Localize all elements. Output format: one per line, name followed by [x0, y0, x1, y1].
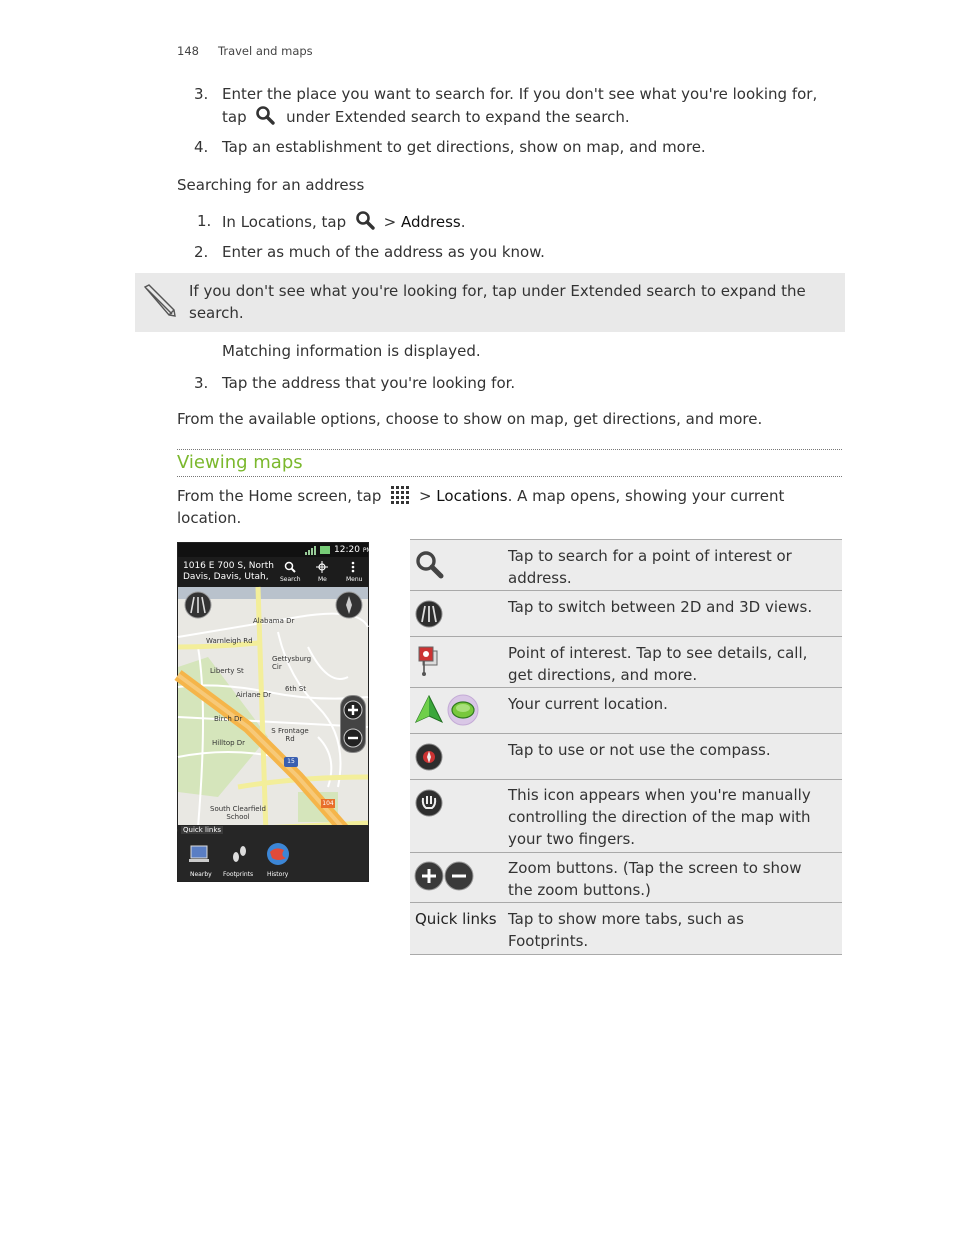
me-label: Me [318, 576, 327, 583]
nearby-icon[interactable] [188, 843, 210, 865]
zoom-control [340, 695, 366, 753]
intro-text [177, 485, 784, 507]
table-row [410, 779, 842, 853]
step-text: Enter as much of the address as you know. [222, 243, 545, 261]
step-text: Enter the place you want to search for. If you don't see what you're looking for, [222, 85, 818, 103]
step-text: Tap an establishment to get directions, show on map, and more. [222, 138, 706, 156]
me-icon[interactable] [316, 561, 328, 573]
search-icon [255, 105, 275, 125]
step-number: 4. [194, 138, 209, 156]
note-text: If you don't see what you're looking for, tap under Extended search to expand the [189, 282, 806, 300]
zoom-icon [414, 860, 476, 892]
step-text [222, 210, 466, 233]
page-number: 148 [177, 44, 199, 58]
quick-links-label[interactable]: Quick links [183, 826, 222, 834]
tab-label: History [267, 871, 289, 878]
table-bottom-border [410, 954, 842, 955]
address-line1: 1016 E 700 S, North [183, 561, 274, 571]
time: 12:20 [334, 545, 360, 555]
table-row [410, 852, 842, 903]
ampm: PM [362, 547, 372, 554]
battery-icon [320, 546, 330, 554]
street-label: South Clearfield School [210, 805, 266, 821]
intro-post: . A map opens, showing your current [507, 487, 785, 505]
current-location-alt-icon [446, 693, 480, 727]
step-text-pre: tap [222, 108, 247, 126]
street-label: Liberty St [210, 667, 244, 675]
street-label: S Frontage Rd [271, 727, 309, 743]
table-row [410, 636, 842, 688]
pencil-icon [141, 282, 177, 318]
row-text: Tap to search for a point of interest or [508, 547, 792, 565]
row-text-line2: Footprints. [508, 932, 589, 950]
row-text: Zoom buttons. (Tap the screen to show [508, 859, 802, 877]
section-heading: Viewing maps [177, 452, 303, 473]
row-text: Tap to use or not use the compass. [508, 741, 771, 759]
row-text: Tap to switch between 2D and 3D views. [508, 598, 813, 616]
quick-links-bar [178, 825, 368, 881]
row-text: Tap to show more tabs, such as [508, 910, 744, 928]
divider [177, 449, 842, 450]
search-icon [414, 549, 444, 579]
intro-text-line2: location. [177, 509, 242, 527]
status-bar [178, 543, 372, 557]
divider [177, 476, 842, 477]
street-label: Hilltop Dr [212, 739, 246, 747]
status-time [334, 545, 372, 555]
step-number: 3. [194, 85, 209, 103]
highway-badge: 15 [284, 757, 298, 767]
step-text: Tap the address that you're looking for. [222, 374, 516, 392]
period: . [460, 213, 466, 231]
step-number: 1. [197, 212, 212, 230]
search-icon [355, 210, 375, 230]
row-text-line2: address. [508, 569, 572, 587]
separator: > [418, 487, 432, 505]
step-number: 3. [194, 374, 209, 392]
table-row [410, 590, 842, 637]
address-line2: Davis, Davis, Utah, [183, 572, 269, 582]
separator: > [383, 213, 397, 231]
map-area[interactable] [178, 587, 368, 834]
tab-label: Footprints [223, 871, 254, 878]
title-bar [178, 557, 368, 587]
poi-icon [414, 643, 444, 677]
view-toggle-button[interactable] [184, 591, 212, 619]
current-location-icon [414, 694, 444, 726]
table-row [410, 733, 842, 780]
note-text-line2: search. [189, 304, 244, 322]
history-icon[interactable] [266, 842, 290, 866]
row-text-line2: controlling the direction of the map with [508, 808, 811, 826]
row-text: Your current location. [508, 695, 668, 713]
locations-keyword: Locations [436, 487, 508, 505]
street-label: Gettysburg Cir [272, 655, 312, 671]
row-label: Quick links [415, 910, 497, 928]
row-text: This icon appears when you're manually [508, 786, 811, 804]
tab-label: Nearby [190, 871, 212, 878]
row-text-line2: the zoom buttons.) [508, 881, 651, 899]
step-number: 2. [194, 243, 209, 261]
street-label: 6th St [285, 685, 307, 693]
view-toggle-icon [414, 599, 444, 629]
table-row [410, 902, 842, 954]
menu-icon[interactable] [350, 561, 356, 573]
compass-icon[interactable] [335, 591, 363, 619]
search-label: Search [280, 576, 301, 583]
search-icon[interactable] [284, 561, 296, 573]
table-row [410, 539, 842, 591]
address-keyword: Address [401, 213, 461, 231]
note-box [135, 273, 845, 332]
manual-control-icon [414, 788, 444, 818]
zoom-out-icon[interactable] [342, 727, 364, 749]
step-text-post: under Extended search to expand the search. [286, 108, 630, 126]
matching-text: Matching information is displayed. [222, 342, 481, 360]
footprints-icon[interactable] [228, 843, 250, 865]
menu-label: Menu [346, 576, 363, 583]
street-label: Warnleigh Rd [206, 637, 253, 645]
zoom-in-icon[interactable] [342, 699, 364, 721]
intro-pre: From the Home screen, tap [177, 487, 382, 505]
step-text-line2 [222, 105, 630, 128]
street-label: Airlane Dr [236, 691, 272, 699]
phone-screenshot [177, 542, 372, 882]
subheading: Searching for an address [177, 176, 365, 194]
compass-icon [414, 742, 444, 772]
street-label: Birch Dr [214, 715, 243, 723]
street-label: Alabama Dr [253, 617, 295, 625]
options-text: From the available options, choose to show on map, get directions, and more. [177, 410, 763, 428]
section-title: Travel and maps [218, 44, 313, 58]
all-apps-icon [390, 485, 410, 505]
table-row [410, 687, 842, 734]
row-text: Point of interest. Tap to see details, call, [508, 644, 808, 662]
step-text-pre: In Locations, tap [222, 213, 347, 231]
route-badge: 104 [322, 800, 334, 807]
row-text-line2: get directions, and more. [508, 666, 698, 684]
row-text-line3: your two fingers. [508, 830, 636, 848]
